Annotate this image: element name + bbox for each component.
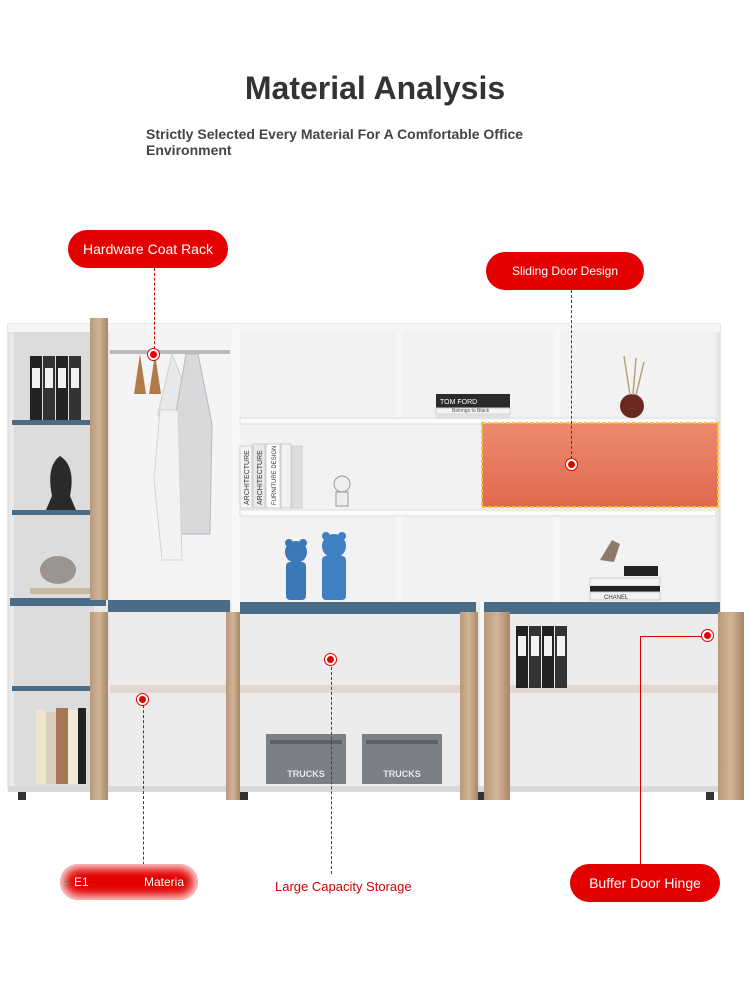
- lower-door-5: [718, 612, 744, 800]
- callout-coat-rack: Hardware Coat Rack: [68, 230, 228, 268]
- box-label-1: TRUCKS: [287, 769, 325, 779]
- leader-line-board: [143, 700, 144, 890]
- lower-door-2: [226, 612, 240, 800]
- callout-sliding-door: Sliding Door Design: [486, 252, 644, 290]
- callout-board-material: [60, 864, 198, 900]
- book-stack-title: TOM FORD: [440, 399, 478, 406]
- lower-door-3: [460, 612, 478, 800]
- left-door: [90, 318, 108, 600]
- marker-coat-rack: [148, 349, 159, 360]
- books-left-lower: [36, 708, 86, 784]
- book-vert-label-3: FURNITURE DESIGN: [272, 445, 278, 505]
- leader-line-storage: [331, 662, 332, 874]
- marker-storage: [325, 654, 336, 665]
- stone-sculpture: [40, 556, 76, 584]
- callout-board-text-partial: Materia: [143, 875, 184, 889]
- leader-line-hinge-horizontal: [640, 636, 706, 637]
- page-subtitle: Strictly Selected Every Material For A Comfortable Office Environment: [146, 126, 524, 158]
- box-label-2: TRUCKS: [383, 769, 421, 779]
- leader-line-hinge: [640, 636, 641, 866]
- marker-hinge: [702, 630, 713, 641]
- book-stack-top: [436, 394, 510, 419]
- marker-board: [137, 694, 148, 705]
- sliding-door-panel: [482, 423, 718, 507]
- lower-door-1: [90, 612, 108, 800]
- marker-sliding-door: [566, 459, 577, 470]
- callout-hinge: Buffer Door Hinge: [570, 864, 720, 902]
- book-vert-label-1: ARCHITECTURE: [244, 450, 251, 505]
- callout-storage: Large Capacity Storage: [275, 879, 412, 894]
- callout-board-text: E1: [74, 875, 89, 889]
- book-vert-label-2: ARCHITECTURE: [257, 450, 264, 505]
- leader-line-sliding-door: [571, 290, 572, 464]
- lower-door-4: [484, 612, 510, 800]
- book-stack-subtitle: Belongs to Black: [452, 408, 490, 414]
- leader-line-coat-rack: [154, 268, 155, 354]
- cabinet-body: [8, 324, 720, 800]
- chanel-book-label: CHANEL: [604, 595, 629, 601]
- page-title: Material Analysis: [244, 70, 506, 106]
